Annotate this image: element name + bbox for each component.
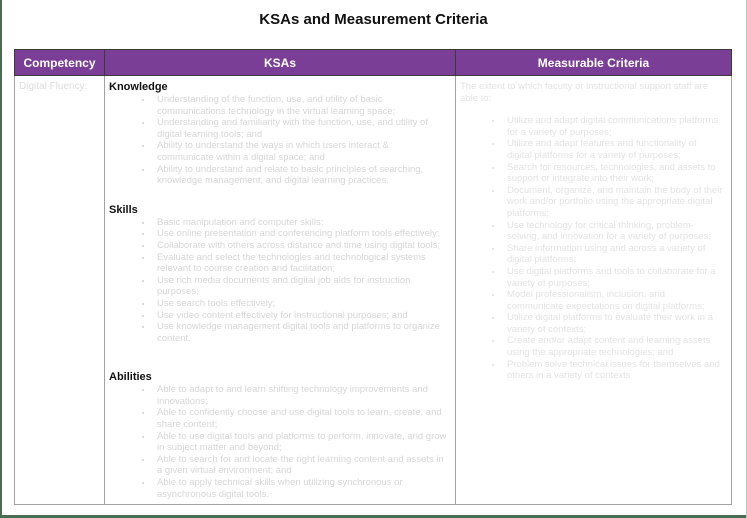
page-border-left [0, 0, 2, 518]
criteria-bullet: • Search for resources, technologies, and assets to support or integrate into their work; [503, 162, 723, 185]
table-header-row [15, 50, 732, 76]
criteria-bullet: • Utilize digital platforms to evaluate their work in a variety of contexts; [503, 312, 723, 335]
criteria-bullet: • Utilize and adapt features and functionality of digital platforms for a variety of purposes; [503, 138, 723, 161]
ksa-bullet: • Understanding and familiarity with the function, use, and utility of digital learning tools; and [153, 117, 447, 140]
ksa-bullet: • Able to search for and locate the right learning content and assets in a given virtual environment; and [153, 454, 447, 477]
ksa-section-heading: Skills [109, 203, 138, 216]
ksa-bullet: • Use video content effectively for instructional purposes; and [153, 310, 447, 322]
ksa-bullet: • Use online presentation and conferencing platform tools effectively; [153, 228, 447, 240]
ksa-bullet: • Ability to understand the ways in which users interact & communicate within a digital space; and [153, 140, 447, 163]
criteria-bullet-list [460, 115, 727, 382]
ksa-bullet-list [109, 384, 451, 500]
ksa-bullet: • Evaluate and select the technologies and technological systems relevant to course creation and facilitation; [153, 252, 447, 275]
page-title: KSAs and Measurement Criteria [259, 11, 488, 28]
criteria-bullet: • Problem solve technical issues for themselves and others in a variety of contexts [503, 359, 723, 382]
ksa-bullet: • Ability to understand and relate to basic principles of searching, knowledge management, and digital learning practices. [153, 164, 447, 187]
ksa-section [109, 371, 451, 500]
ksa-section-heading: Knowledge [109, 81, 168, 93]
ksa-bullet-list [109, 217, 451, 345]
col-header-competency: Competency [15, 50, 105, 76]
ksa-bullet: • Able to confidently choose and use digital tools to learn, create, and share content; [153, 407, 447, 430]
criteria-bullet: • Model professionalism, inclusion, and communicate expectations on digital platforms; [503, 289, 723, 312]
ksa-bullet: • Understanding of the function, use, and utility of basic communications technology in the virtual learning space; [153, 94, 447, 117]
ksa-bullet-list [109, 94, 451, 187]
ksa-bullet: • Use knowledge management digital tools and platforms to organize content. [153, 321, 447, 344]
ksa-bullet: • Able to use digital tools and platforms to perform, innovate, and grow in subject matter and beyond; [153, 431, 447, 454]
criteria-bullet: • Document, organize, and maintain the body of their work and/or portfolio using the appropriate digital platforms; [503, 185, 723, 220]
col-header-measurable-criteria: Measurable Criteria [456, 50, 732, 76]
ksa-criteria-table [14, 49, 732, 505]
ksa-bullet: • Collaborate with others across distance and time using digital tools; [153, 240, 447, 252]
criteria-intro: The extent to which faculty or instructional support staff are able to: [460, 81, 709, 104]
ksa-section [109, 81, 451, 187]
criteria-bullet: • Share information using and across a variety of digital platforms; [503, 243, 723, 266]
competency-label: Digital Fluency: [19, 81, 88, 92]
criteria-bullet: • Utilize and adapt digital communications platforms for a variety of purposes; [503, 115, 723, 138]
criteria-cell [456, 76, 732, 505]
competency-cell [15, 76, 105, 505]
ksa-bullet: • Able to adapt to and learn shifting technology improvements and innovations; [153, 384, 447, 407]
ksas-cell [105, 76, 456, 505]
ksa-bullet: • Use rich media documents and digital job aids for instruction purposes; [153, 275, 447, 298]
criteria-bullet: • Use technology for critical thinking, problem-solving, and innovation for a variety of purposes; [503, 220, 723, 243]
ksa-section-heading: Abilities [109, 371, 152, 384]
ksa-bullet: • Basic manipulation and computer skills; [153, 217, 447, 229]
criteria-bullet: • Create and/or adapt content and learning assets using the appropriate technologies; and [503, 335, 723, 358]
ksa-bullet: • Use search tools effectively; [153, 298, 447, 310]
table-row [15, 76, 732, 505]
ksa-section [109, 204, 451, 345]
criteria-bullet: • Use digital platforms and tools to collaborate for a variety of purposes; [503, 266, 723, 289]
col-header-ksas: KSAs [105, 50, 456, 76]
ksa-bullet: • Able to apply technical skills when utilizing synchronous or asynchronous digital tools. [153, 477, 447, 500]
